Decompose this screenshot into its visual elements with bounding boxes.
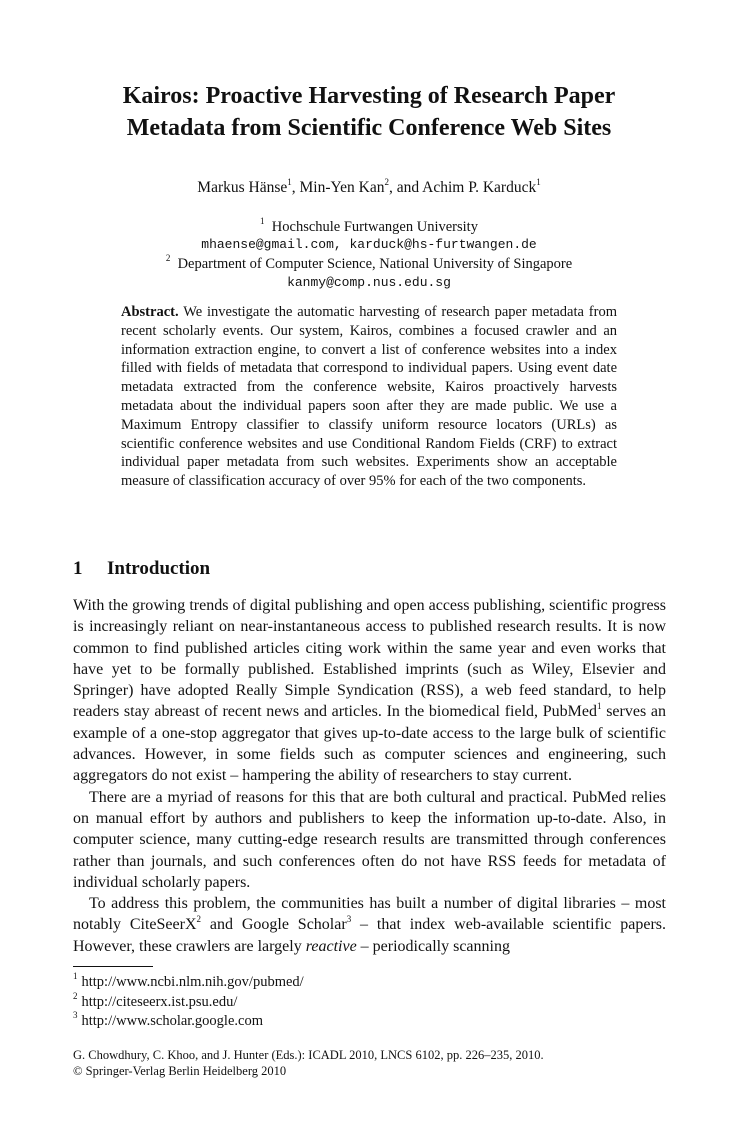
- paragraph-text: and Google Scholar: [201, 916, 347, 934]
- body-text: [73, 595, 666, 957]
- paragraph: [73, 893, 666, 957]
- footnote-ref: 3: [346, 914, 352, 925]
- affiliation-name: Department of Computer Science, National University of Singapore: [177, 256, 573, 272]
- paragraph-text: With the growing trends of digital publishing and open access publishing, scientific progress is increasingly reliant on near-instantaneous access to published research results. It is now common to find published articles citing work within the same year and even works that have yet to be formally published. Established imprints (such as Wiley, Elsevier and Springer) have adopted Really Simple Syndication (RSS), a web feed standard, to help readers stay abreast of recent news and articles. In the biomedical field, PubMed: [73, 597, 666, 721]
- author-separator: ,: [291, 179, 300, 196]
- publication-info: [73, 1048, 666, 1079]
- footnotes: [73, 973, 666, 1032]
- paragraph-text: serves an example of a one-stop aggregator that gives up-to-date access to the large bulk of scientific advances. However, in some fields such as computer sciences and engineering, such aggregators do not exist – hampering the ability of researchers to stay current.: [73, 703, 667, 785]
- footnote-mark: 3: [73, 1010, 78, 1021]
- citation-line: G. Chowdhury, C. Khoo, and J. Hunter (Eds.): ICADL 2010, LNCS 6102, pp. 226–235, 2010.: [73, 1048, 544, 1062]
- footnote-link[interactable]: http://www.ncbi.nlm.nih.gov/pubmed/: [81, 974, 304, 990]
- paragraph-text: – that index web-available scientific papers. However, these crawlers are largely: [73, 916, 667, 955]
- footnote: [73, 973, 666, 993]
- author-name: Markus Hänse: [197, 179, 288, 196]
- author-separator: , and: [388, 179, 423, 196]
- affiliation-1: [40, 218, 698, 236]
- footnote-ref: 1: [596, 701, 602, 712]
- title-line-1: Kairos: Proactive Harvesting of Research Paper: [122, 83, 616, 109]
- abstract: [121, 303, 617, 491]
- copyright-line: © Springer-Verlag Berlin Heidelberg 2010: [73, 1063, 287, 1078]
- affiliation-mark: 1: [260, 216, 265, 227]
- paragraph-text: – periodically scanning: [356, 937, 510, 955]
- footnote-mark: 1: [73, 971, 78, 982]
- paragraph: [73, 595, 666, 787]
- author-affiliation-mark: 1: [536, 176, 541, 187]
- footnote-ref: 2: [196, 914, 202, 925]
- section-number: 1: [73, 558, 83, 579]
- affiliation-1-emails: mhaense@gmail.com, karduck@hs-furtwangen.de: [201, 237, 537, 252]
- footnote-divider: [73, 966, 153, 967]
- affiliation-2: [40, 255, 698, 273]
- author-list: [40, 178, 698, 198]
- paragraph-text: To address this problem, the communities has built a number of digital libraries – most notably CiteSeerX: [73, 895, 666, 934]
- emphasis-text: reactive: [305, 937, 357, 955]
- author-name: Min-Yen Kan: [299, 179, 385, 196]
- footnote-link[interactable]: http://www.scholar.google.com: [81, 1013, 263, 1029]
- paragraph: There are a myriad of reasons for this that are both cultural and practical. PubMed relies on manual effort by authors and publishers to keep the information up-to-date. Also, in computer science, many cutting-edge research results are transmitted through conferences rather than journals, and such conferences often do not have RSS feeds for metadata of individual scholarly papers.: [73, 788, 666, 891]
- section-title: Introduction: [107, 558, 211, 579]
- abstract-text: We investigate the automatic harvesting of research paper metadata from recent scholarly events. Our system, Kairos, combines a focused crawler and an information extraction engine, to convert a list of conference websites into a index filled with fields of metadata that correspond to individual papers. Using event date metadata extracted from the conference website, Kairos proactively harvests metadata about the individual papers soon after they are made public. We use a Maximum Entropy classifier to classify uniform resource locators (URLs) as scientific conference websites and use Conditional Random Fields (CRF) to extract individual paper metadata from such websites. Experiments show an acceptable measure of classification accuracy of over 95% for each of the two components.: [121, 304, 617, 490]
- author-affiliation-mark: 1: [287, 176, 292, 187]
- section-heading: [73, 557, 673, 581]
- affiliation-mark: 2: [165, 253, 171, 264]
- abstract-label: Abstract.: [121, 304, 179, 320]
- footnote-mark: 2: [73, 990, 78, 1001]
- affiliation-2-email: kanmy@comp.nus.edu.sg: [287, 275, 451, 290]
- footnote-link[interactable]: http://citeseerx.ist.psu.edu/: [81, 993, 238, 1010]
- paper-title: [40, 80, 698, 144]
- title-line-2: Metadata from Scientific Conference Web Sites: [126, 115, 612, 141]
- footnote: [73, 990, 666, 1013]
- affiliation-name: Hochschule Furtwangen University: [271, 219, 478, 235]
- author-name: Achim P. Karduck: [422, 179, 537, 196]
- author-affiliation-mark: 2: [384, 176, 389, 187]
- footnote: [73, 1012, 666, 1032]
